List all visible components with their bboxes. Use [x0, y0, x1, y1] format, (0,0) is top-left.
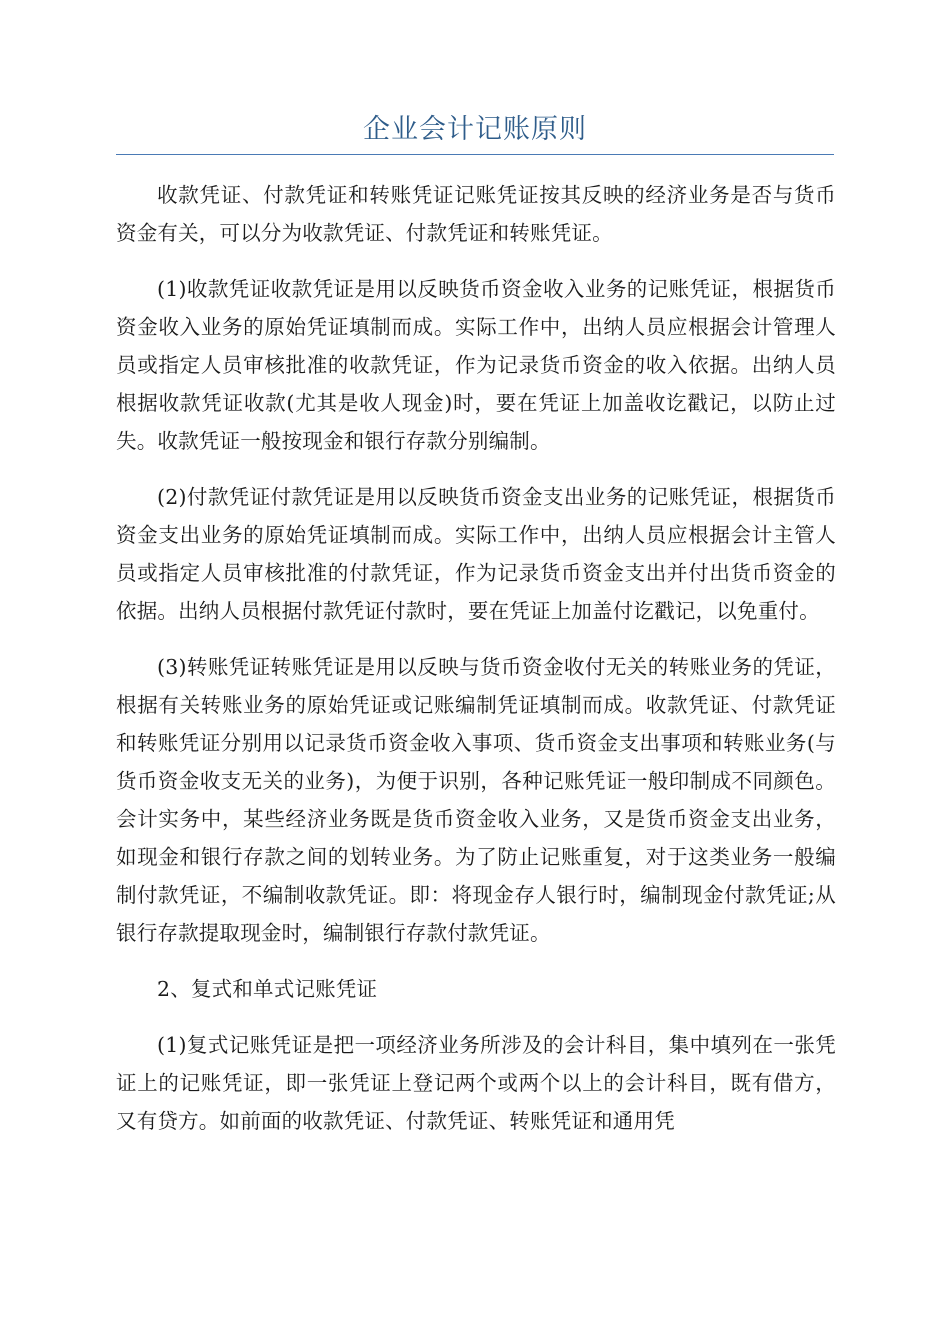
document-title: 企业会计记账原则 [363, 114, 587, 145]
paragraph-compound-voucher: (1)复式记账凭证是把一项经济业务所涉及的会计科目，集中填列在一张凭证上的记账凭证，即一张凭证上登记两个或两个以上的会计科目，既有借方，又有贷方。如前面的收款凭证、付款凭证、转账凭证和通用凭 [116, 1033, 836, 1133]
paragraph-payment-voucher: (2)付款凭证付款凭证是用以反映货币资金支出业务的记账凭证，根据货币资金支出业务的原始凭证填制而成。实际工作中，出纳人员应根据会计主管人员或指定人员审核批准的付款凭证，作为记录货币资金支出并付出货币资金的依据。出纳人员根据付款凭证付款时，要在凭证上加盖付讫戳记，以免重付。 [116, 485, 836, 623]
paragraph-intro: 收款凭证、付款凭证和转账凭证记账凭证按其反映的经济业务是否与货币资金有关，可以分为收款凭证、付款凭证和转账凭证。 [116, 183, 836, 245]
paragraph-receipt-voucher: (1)收款凭证收款凭证是用以反映货币资金收入业务的记账凭证，根据货币资金收入业务的原始凭证填制而成。实际工作中，出纳人员应根据会计管理人员或指定人员审核批准的收款凭证，作为记录货币资金的收入依据。出纳人员根据收款凭证收款(尤其是收人现金)时，要在凭证上加盖收讫戳记，以防止过失。收款凭证一般按现金和银行存款分别编制。 [116, 277, 836, 453]
paragraph-transfer-voucher: (3)转账凭证转账凭证是用以反映与货币资金收付无关的转账业务的凭证，根据有关转账业务的原始凭证或记账编制凭证填制而成。收款凭证、付款凭证和转账凭证分别用以记录货币资金收入事项、货币资金支出事项和转账业务(与货币资金收支无关的业务)，为便于识别，各种记账凭证一般印制成不同颜色。会计实务中，某些经济业务既是货币资金收入业务，又是货币资金支出业务，如现金和银行存款之间的划转业务。为了防止记账重复，对于这类业务一般编制付款凭证，不编制收款凭证。即：将现金存人银行时，编制现金付款凭证;从银行存款提取现金时，编制银行存款付款凭证。 [116, 655, 836, 945]
document-body [116, 176, 836, 1158]
title-underline [116, 154, 834, 155]
section-heading-compound-single: 2、复式和单式记账凭证 [157, 977, 378, 1001]
